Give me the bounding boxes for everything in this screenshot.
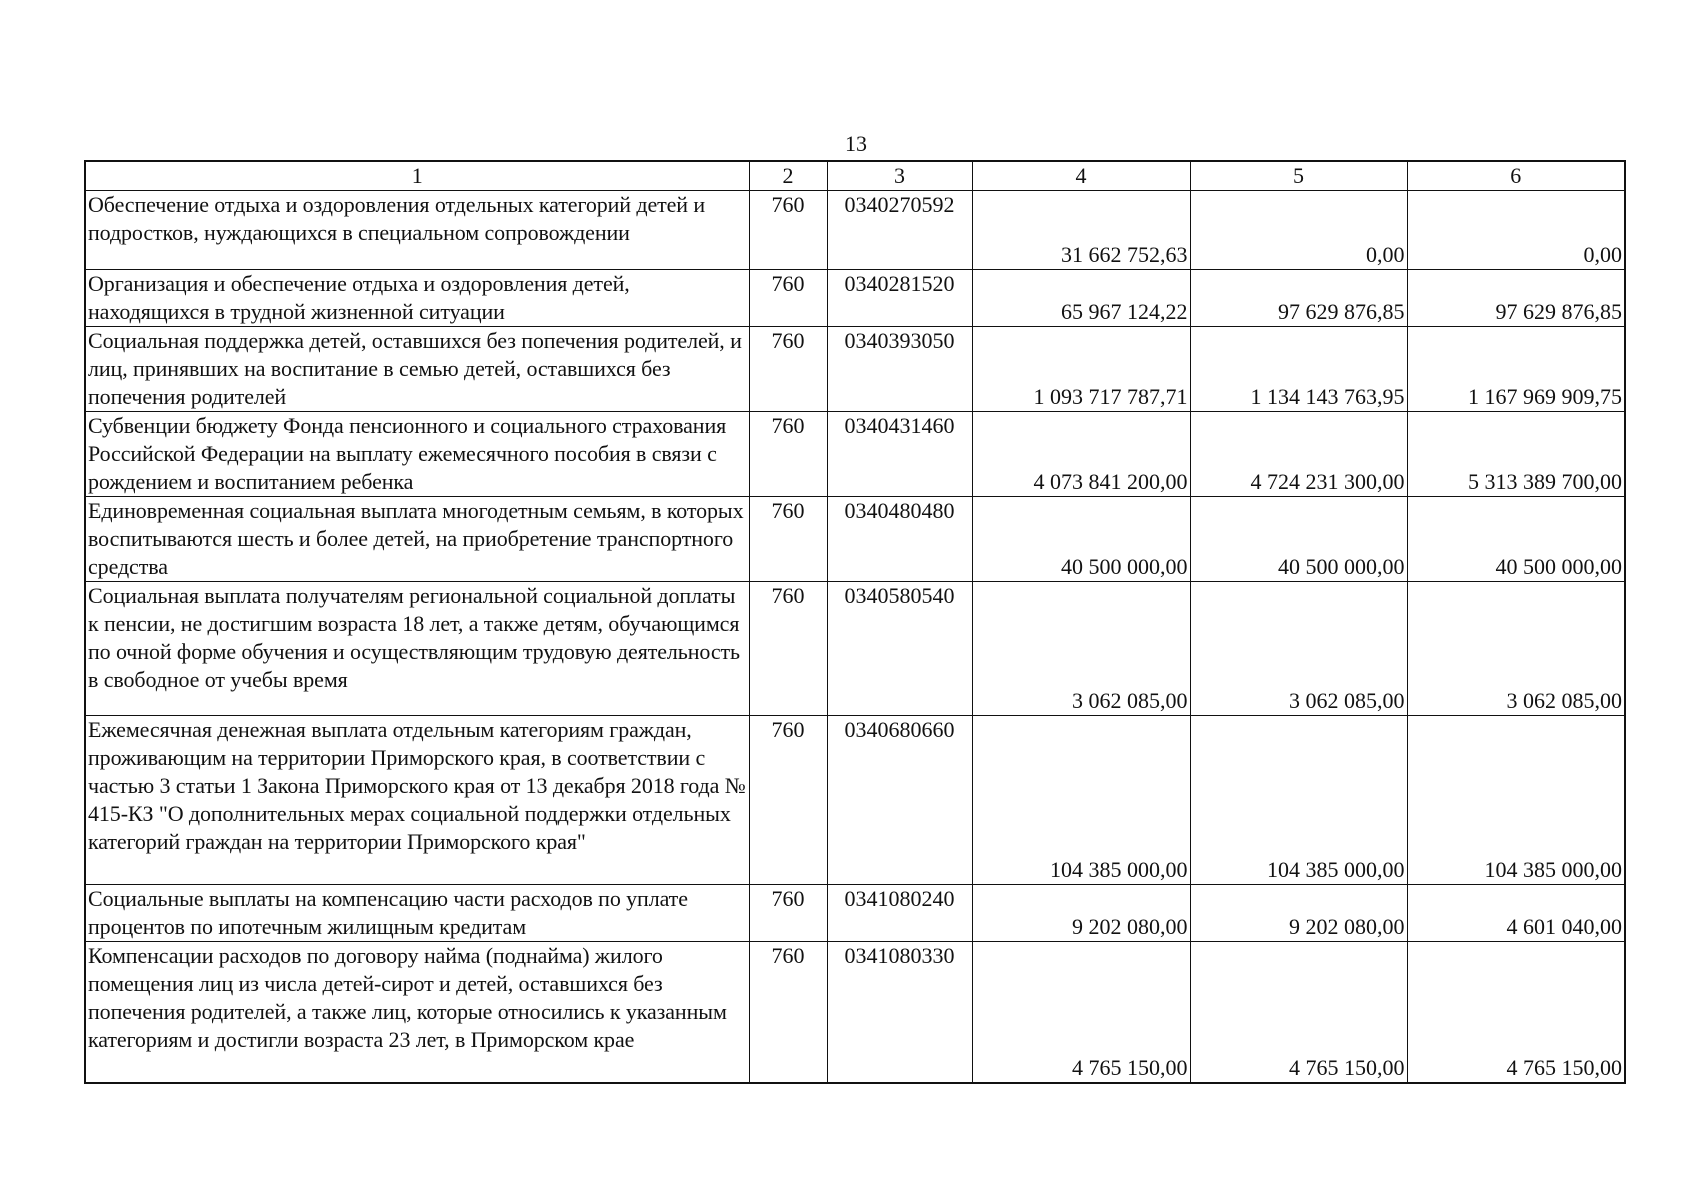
row-amount-col4: 4 765 150,00 xyxy=(972,942,1190,1083)
row-amount-col6: 4 601 040,00 xyxy=(1407,885,1625,942)
row-amount-col6: 3 062 085,00 xyxy=(1407,582,1625,716)
row-target-code: 0340281520 xyxy=(827,270,972,327)
row-code-760: 760 xyxy=(749,412,827,497)
row-amount-col6: 4 765 150,00 xyxy=(1407,942,1625,1083)
row-amount-col6: 0,00 xyxy=(1407,191,1625,270)
row-code-760: 760 xyxy=(749,270,827,327)
table-row xyxy=(85,497,1625,582)
column-header-1: 1 xyxy=(85,161,749,191)
table-row xyxy=(85,885,1625,942)
row-target-code: 0340270592 xyxy=(827,191,972,270)
row-amount-col6: 97 629 876,85 xyxy=(1407,270,1625,327)
row-amount-col6: 1 167 969 909,75 xyxy=(1407,327,1625,412)
row-amount-col5: 97 629 876,85 xyxy=(1190,270,1407,327)
row-amount-col4: 104 385 000,00 xyxy=(972,716,1190,885)
row-description: Ежемесячная денежная выплата отдельным категориям граждан, проживающим на территории Приморского края, в соответствии с частью 3 статьи 1 Закона Приморского края от 13 декабря 2018 года № 415-КЗ "О дополнительных мерах социальной поддержки отдельных категорий граждан на территории Приморского края" xyxy=(85,716,749,885)
row-target-code: 0340393050 xyxy=(827,327,972,412)
budget-table xyxy=(84,160,1626,1084)
row-amount-col5: 3 062 085,00 xyxy=(1190,582,1407,716)
column-header-4: 4 xyxy=(972,161,1190,191)
page-number: 13 xyxy=(845,131,867,156)
row-code-760: 760 xyxy=(749,191,827,270)
row-code-760: 760 xyxy=(749,885,827,942)
table-row xyxy=(85,716,1625,885)
column-header-5: 5 xyxy=(1190,161,1407,191)
row-amount-col4: 4 073 841 200,00 xyxy=(972,412,1190,497)
row-description: Единовременная социальная выплата многодетным семьям, в которых воспитываются шесть и более детей, на приобретение транспортного средства xyxy=(85,497,749,582)
row-amount-col4: 31 662 752,63 xyxy=(972,191,1190,270)
row-target-code: 0340580540 xyxy=(827,582,972,716)
row-description: Компенсации расходов по договору найма (поднайма) жилого помещения лиц из числа детей-сирот и детей, оставшихся без попечения родителей, а также лиц, которые относились к указанным категориям и достигли возраста 23 лет, в Приморском крае xyxy=(85,942,749,1083)
table-row xyxy=(85,412,1625,497)
row-target-code: 0340480480 xyxy=(827,497,972,582)
row-target-code: 0341080330 xyxy=(827,942,972,1083)
row-code-760: 760 xyxy=(749,942,827,1083)
row-description: Организация и обеспечение отдыха и оздоровления детей, находящихся в трудной жизненной ситуации xyxy=(85,270,749,327)
column-header-3: 3 xyxy=(827,161,972,191)
row-description: Обеспечение отдыха и оздоровления отдельных категорий детей и подростков, нуждающихся в специальном сопровождении xyxy=(85,191,749,270)
table-header-row xyxy=(85,161,1625,191)
row-description: Социальная поддержка детей, оставшихся без попечения родителей, и лиц, принявших на воспитание в семью детей, оставшихся без попечения родителей xyxy=(85,327,749,412)
row-amount-col6: 40 500 000,00 xyxy=(1407,497,1625,582)
row-amount-col5: 9 202 080,00 xyxy=(1190,885,1407,942)
table-row xyxy=(85,191,1625,270)
row-amount-col5: 4 724 231 300,00 xyxy=(1190,412,1407,497)
row-amount-col4: 3 062 085,00 xyxy=(972,582,1190,716)
row-amount-col4: 65 967 124,22 xyxy=(972,270,1190,327)
row-amount-col6: 104 385 000,00 xyxy=(1407,716,1625,885)
row-code-760: 760 xyxy=(749,497,827,582)
row-amount-col5: 104 385 000,00 xyxy=(1190,716,1407,885)
row-amount-col4: 40 500 000,00 xyxy=(972,497,1190,582)
row-target-code: 0341080240 xyxy=(827,885,972,942)
row-target-code: 0340431460 xyxy=(827,412,972,497)
row-amount-col4: 1 093 717 787,71 xyxy=(972,327,1190,412)
table-row xyxy=(85,582,1625,716)
column-header-6: 6 xyxy=(1407,161,1625,191)
row-amount-col4: 9 202 080,00 xyxy=(972,885,1190,942)
column-header-2: 2 xyxy=(749,161,827,191)
row-amount-col5: 1 134 143 763,95 xyxy=(1190,327,1407,412)
row-amount-col5: 0,00 xyxy=(1190,191,1407,270)
table-row xyxy=(85,327,1625,412)
row-code-760: 760 xyxy=(749,327,827,412)
row-amount-col6: 5 313 389 700,00 xyxy=(1407,412,1625,497)
row-description: Субвенции бюджету Фонда пенсионного и социального страхования Российской Федерации на выплату ежемесячного пособия в связи с рождением и воспитанием ребенка xyxy=(85,412,749,497)
row-amount-col5: 40 500 000,00 xyxy=(1190,497,1407,582)
table-row xyxy=(85,270,1625,327)
row-description: Социальные выплаты на компенсацию части расходов по уплате процентов по ипотечным жилищным кредитам xyxy=(85,885,749,942)
row-code-760: 760 xyxy=(749,582,827,716)
row-description: Социальная выплата получателям региональной социальной доплаты к пенсии, не достигшим возраста 18 лет, а также детям, обучающимся по очной форме обучения и осуществляющим трудовую деятельность в свободное от учебы время xyxy=(85,582,749,716)
row-code-760: 760 xyxy=(749,716,827,885)
row-target-code: 0340680660 xyxy=(827,716,972,885)
table-row xyxy=(85,942,1625,1083)
row-amount-col5: 4 765 150,00 xyxy=(1190,942,1407,1083)
